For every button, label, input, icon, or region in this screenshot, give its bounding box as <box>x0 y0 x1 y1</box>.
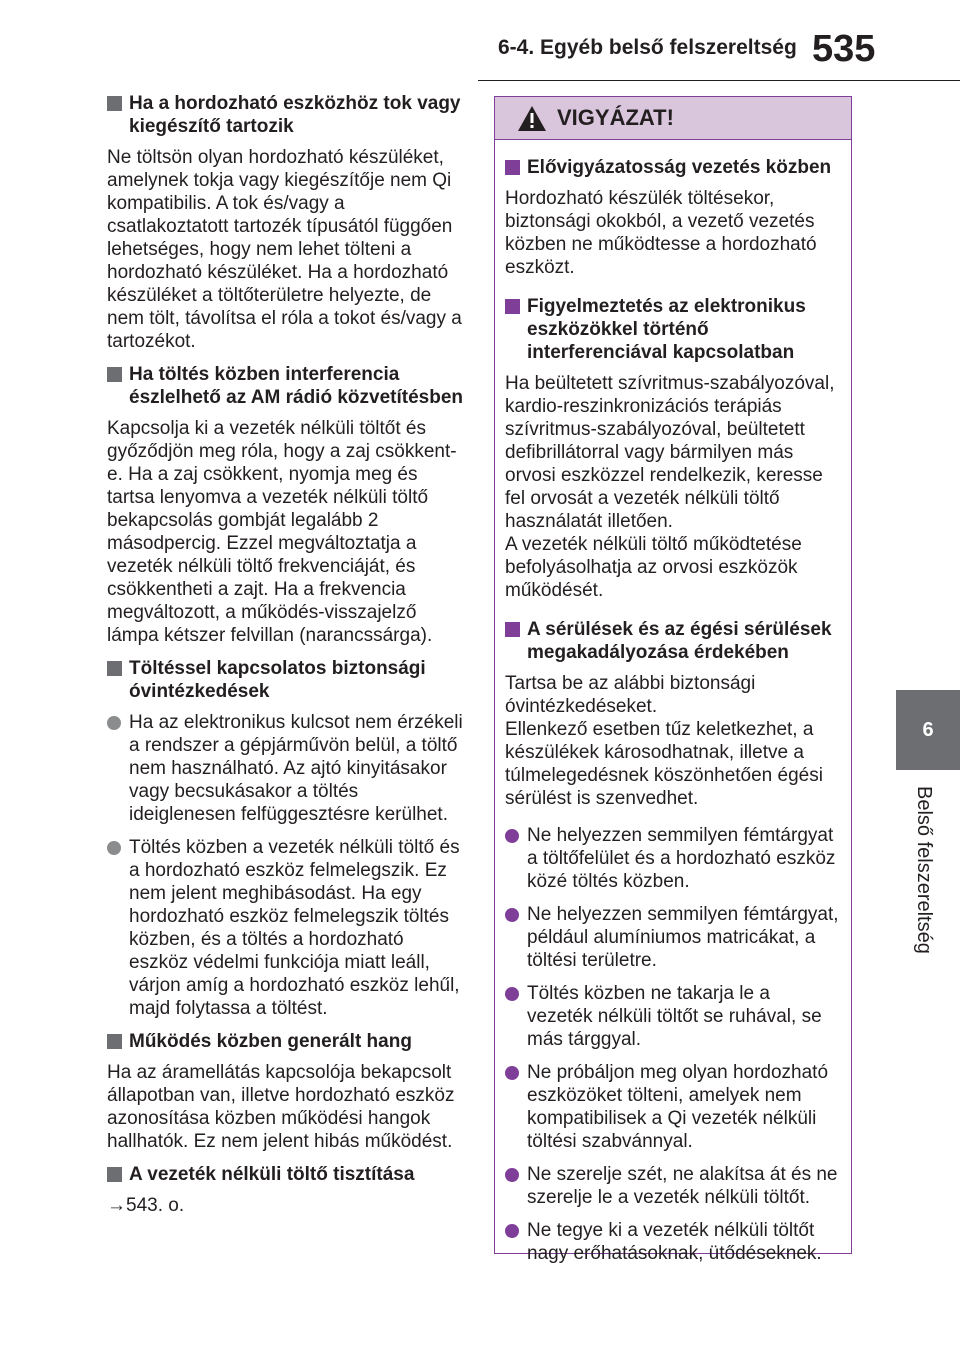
section-heading: A vezeték nélküli töltő tisztítása <box>107 1163 467 1186</box>
circle-bullet-icon <box>107 841 121 855</box>
square-bullet-icon <box>107 661 122 676</box>
list-item: Töltés közben a vezeték nélküli töltő és a hordozható eszköz felmelegszik. Ez nem jelent meghibásodást. Ha egy hordozható eszköz felmelegszik töltés közben, és a töltés a hordozható eszköz védelmi funkciója miatt leáll, várjon amíg a hordozható eszköz lehűl, majd folytassa a töltést. <box>107 836 467 1020</box>
paragraph: Kapcsolja ki a vezeték nélküli töltőt és győződjön meg róla, hogy a zaj csökkent-e. Ha a zaj csökkent, nyomja meg és tartsa lenyomva a vezeték nélküli töltő bekapcsolás gombját legalább 2 másodpercig. Ezzel megváltoztatja a vezeték nélküli töltő frekvenciáját, és csökkentheti a zajt. Ha a frekvencia megváltozott, a működés-visszajelző lámpa kétszer felvillan (narancssárga). <box>107 418 457 646</box>
list-item: Ne szerelje szét, ne alakítsa át és ne szerelje le a vezeték nélküli töltőt. <box>505 1163 839 1209</box>
warning-header <box>495 97 851 140</box>
page-number: 535 <box>812 28 876 70</box>
paragraph: Ne töltsön olyan hordozható készüléket, amelynek tokja vagy kiegészítője nem Qi kompatibilis. A tok és/vagy a csatlakoztatott tartozék típusától függően lehetséges, hogy nem lehet tölteni a hordozható készüléket. Ha a hordozható készüléket a töltőterületre helyezte, de nem tölt, távolítsa el róla a tokot és/vagy a tartozékot. <box>107 147 462 352</box>
circle-bullet-icon <box>505 908 519 922</box>
paragraph: Tartsa be az alábbi biztonsági óvintézkedéseket. <box>505 673 756 717</box>
square-bullet-icon <box>107 96 122 111</box>
list-item: Ne tegye ki a vezeték nélküli töltőt nagy erőhatásoknak, ütődéseknek. <box>505 1219 839 1265</box>
circle-bullet-icon <box>505 829 519 843</box>
list-item: Ha az elektronikus kulcsot nem érzékeli a rendszer a gépjárművön belül, a töltő nem használható. Az ajtó kinyitásakor vagy becsukásakor a töltés ideiglenesen felfüggesztésre kerülhet. <box>107 711 467 826</box>
warning-title: VIGYÁZAT! <box>557 105 674 130</box>
section-heading: A sérülések és az égési sérülések megakadályozása érdekében <box>505 618 839 664</box>
left-column <box>107 90 467 1227</box>
chapter-tab[interactable]: 6 <box>896 690 960 770</box>
header-rule <box>478 80 960 81</box>
warning-box <box>494 96 852 1264</box>
paragraph: A vezeték nélküli töltő működtetése befolyásolhatja az orvosi eszközök működését. <box>505 534 802 601</box>
paragraph: Ellenkező esetben tűz keletkezhet, a készülékek károsodhatnak, illetve a túlmelegedésnek köszönhetően égési sérülést is szenvedhet. <box>505 719 823 809</box>
square-bullet-icon <box>107 1034 122 1049</box>
circle-bullet-icon <box>505 1168 519 1182</box>
square-bullet-icon <box>505 622 520 637</box>
section-heading: Töltéssel kapcsolatos biztonsági óvintézkedések <box>107 657 467 703</box>
list-item: Ne próbáljon meg olyan hordozható eszközöket tölteni, amelyek nem kompatibilisek a Qi vezeték nélküli töltési szabvánnyal. <box>505 1061 839 1153</box>
circle-bullet-icon <box>107 716 121 730</box>
square-bullet-icon <box>107 367 122 382</box>
square-bullet-icon <box>505 299 520 314</box>
section-heading: Figyelmeztetés az elektronikus eszközökkel történő interferenciával kapcsolatban <box>505 295 839 364</box>
section-heading: Ha a hordozható eszközhöz tok vagy kiegészítő tartozik <box>107 92 467 138</box>
paragraph: Hordozható készülék töltésekor, biztonsági okokból, a vezető vezetés közben ne működtesse a hordozható eszközt. <box>505 188 817 278</box>
warning-body <box>495 140 851 1265</box>
section-heading: Ha töltés közben interferencia észlelhető az AM rádió közvetítésben <box>107 363 467 409</box>
circle-bullet-icon <box>505 1066 519 1080</box>
circle-bullet-icon <box>505 987 519 1001</box>
list-item: Ne helyezzen semmilyen fémtárgyat, például alumíniumos matricákat, a töltési területre. <box>505 903 839 972</box>
section-heading: Elővigyázatosság vezetés közben <box>505 156 839 179</box>
paragraph: Ha az áramellátás kapcsolója bekapcsolt állapotban van, illetve hordozható eszköz azonosítása közben működési hangok hallhatók. Ez nem jelent hibás működést. <box>107 1062 455 1152</box>
square-bullet-icon <box>505 160 520 175</box>
section-heading: Működés közben generált hang <box>107 1030 467 1053</box>
paragraph: Ha beültetett szívritmus-szabályozóval, kardio-reszinkronizációs terápiás szívritmus-szabályozóval, beültetett defibrillátorral vagy bármilyen más orvosi eszközzel rendelkezik, keresse fel orvosát a vezeték nélküli töltő használatát illetően. <box>505 373 835 532</box>
list-item: Ne helyezzen semmilyen fémtárgyat a töltőfelület és a hordozható eszköz közé töltés közben. <box>505 824 839 893</box>
chapter-label: Belső felszereltség <box>913 786 935 954</box>
page-reference-link[interactable]: →543. o. <box>107 1195 185 1216</box>
circle-bullet-icon <box>505 1224 519 1238</box>
warning-triangle-icon <box>517 105 547 132</box>
list-item: Töltés közben ne takarja le a vezeték nélküli töltőt se ruhával, se más tárggyal. <box>505 982 839 1051</box>
section-title: 6-4. Egyéb belső felszereltség <box>498 36 797 59</box>
square-bullet-icon <box>107 1167 122 1182</box>
